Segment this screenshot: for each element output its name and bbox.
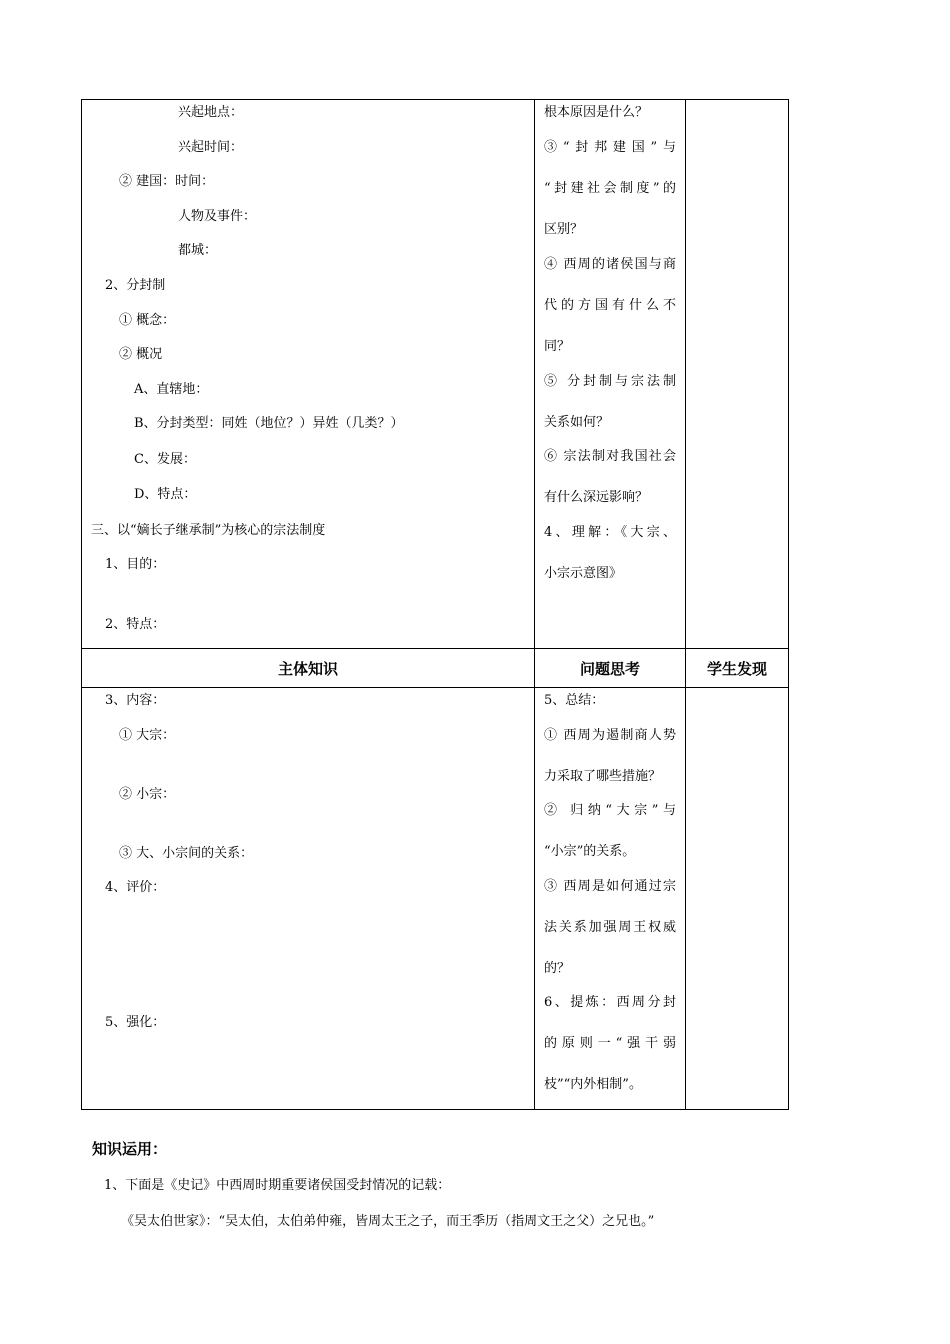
knowledge-line: 人物及事件： <box>178 209 257 224</box>
knowledge-line: 都城： <box>178 243 218 258</box>
question-line: ③“封邦建国”与 <box>544 140 676 155</box>
table-row-lower <box>82 688 789 1110</box>
question-line: 区别？ <box>544 222 584 237</box>
question-line: 根本原因是什么？ <box>544 105 649 120</box>
body-line: 《吴太伯世家》：“吴太伯，太伯弟仲雍，皆周太王之子，而王季历（指周文王之父）之兄也。” <box>121 1214 655 1229</box>
question-line: ② 归纳“大宗”与 <box>544 803 676 818</box>
knowledge-line: 2、分封制 <box>105 278 166 293</box>
question-line: ⑤ 分封制与宗法制 <box>544 374 676 389</box>
header-discovery: 学生发现 <box>686 649 789 688</box>
question-line: ① 西周为遏制商人势 <box>544 728 676 743</box>
table-row-upper <box>82 100 789 649</box>
question-line: 6、提炼：西周分封 <box>544 995 676 1010</box>
knowledge-line: 兴起地点： <box>178 105 244 120</box>
body-line: 1、下面是《史记》中西周时期重要诸侯国受封情况的记载： <box>104 1178 451 1193</box>
upper-discovery-cell <box>686 100 789 649</box>
question-line: 小宗示意图》 <box>544 566 623 581</box>
question-line: 法关系加强周王权威 <box>544 920 676 935</box>
table-header-row <box>82 649 789 688</box>
section-title: 知识运用： <box>92 1140 168 1158</box>
question-line: ③ 西周是如何通过宗 <box>544 879 676 894</box>
lower-discovery-cell <box>686 688 789 1110</box>
knowledge-line: ② 小宗： <box>119 787 176 802</box>
question-line: 枝”“内外相制”。 <box>544 1077 642 1092</box>
knowledge-line: ① 大宗： <box>119 728 176 743</box>
question-line: 5、总结： <box>544 693 605 708</box>
knowledge-line: ② 建国：时间： <box>119 174 215 189</box>
question-line: 4、理解：《大宗、 <box>544 525 676 540</box>
knowledge-line: C、发展： <box>134 452 196 467</box>
question-line: 力采取了哪些措施？ <box>544 769 662 784</box>
knowledge-line: ① 概念： <box>119 313 176 328</box>
lower-question-cell <box>535 688 686 1110</box>
header-questions: 问题思考 <box>535 649 686 688</box>
knowledge-line: 3、内容： <box>105 693 166 708</box>
question-line: ④ 西周的诸侯国与商 <box>544 257 676 272</box>
question-line: ⑥ 宗法制对我国社会 <box>544 449 676 464</box>
question-line: 的？ <box>544 961 571 976</box>
question-line: 关系如何？ <box>544 415 610 430</box>
question-line: 代的方国有什么不 <box>544 298 676 313</box>
knowledge-line: 1、目的： <box>105 557 166 572</box>
study-table <box>81 99 789 1110</box>
header-knowledge: 主体知识 <box>82 649 535 688</box>
question-line: “封建社会制度”的 <box>544 181 676 196</box>
question-line: 同？ <box>544 339 571 354</box>
knowledge-line: 4、评价： <box>105 880 166 895</box>
lower-knowledge-cell <box>82 688 535 1110</box>
question-line: 的原则一“强干弱 <box>544 1036 676 1051</box>
knowledge-line: 三、以“嫡长子继承制”为核心的宗法制度 <box>91 523 326 538</box>
knowledge-line: B、分封类型：同姓（地位？）异姓（几类？） <box>134 416 404 431</box>
knowledge-line: ③ 大、小宗间的关系： <box>119 846 254 861</box>
knowledge-line: ② 概况 <box>119 347 163 362</box>
question-line: “小宗”的关系。 <box>544 844 636 859</box>
knowledge-line: 兴起时间： <box>178 140 244 155</box>
knowledge-line: 5、强化： <box>105 1015 166 1030</box>
knowledge-line: 2、特点： <box>105 617 166 632</box>
knowledge-line: D、特点： <box>134 487 197 502</box>
knowledge-line: A、直辖地： <box>134 382 209 397</box>
upper-knowledge-cell <box>82 100 535 649</box>
question-line: 有什么深远影响？ <box>544 490 649 505</box>
upper-question-cell <box>535 100 686 649</box>
